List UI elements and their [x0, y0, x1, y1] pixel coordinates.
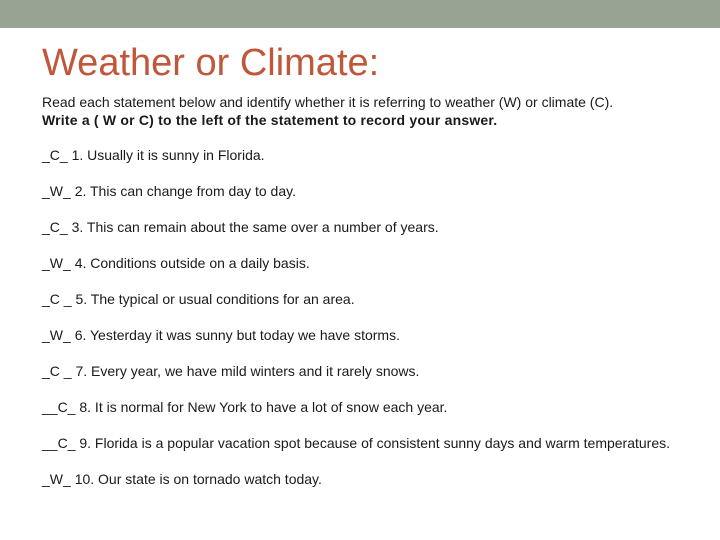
instructions [42, 93, 682, 129]
statement-text: 6. Yesterday it was sunny but today we have storms. [74, 327, 400, 343]
list-item [42, 399, 682, 415]
list-item [42, 255, 682, 271]
answer-blank: _W_ [42, 471, 71, 487]
statement-text: 5. The typical or usual conditions for an area. [75, 291, 355, 307]
instructions-line-1: Read each statement below and identify whether it is referring to weather (W) or climate (C). [42, 94, 614, 110]
answer-blank: _W_ [42, 255, 71, 271]
list-item [42, 363, 682, 379]
answer-blank: _C_ [42, 219, 68, 235]
instructions-line-2: Write a ( W or C) to the left of the statement to record your answer. [42, 112, 498, 128]
statement-text: 7. Every year, we have mild winters and it rarely snows. [75, 363, 420, 379]
statement-text: 1. Usually it is sunny in Florida. [71, 147, 265, 163]
top-banner [0, 0, 720, 28]
statement-text: 4. Conditions outside on a daily basis. [74, 255, 310, 271]
list-item [42, 327, 682, 343]
statement-text: 9. Florida is a popular vacation spot because of consistent sunny days and warm temperatures. [79, 435, 671, 451]
statement-text: 2. This can change from day to day. [74, 183, 296, 199]
statement-text: 8. It is normal for New York to have a lot of snow each year. [79, 399, 448, 415]
answer-blank: __C_ [42, 435, 76, 451]
answer-blank: _C _ [42, 291, 72, 307]
answer-blank: _C _ [42, 363, 72, 379]
list-item [42, 219, 682, 235]
list-item [42, 183, 682, 199]
answer-blank: _W_ [42, 183, 71, 199]
statement-list [42, 147, 682, 507]
list-item [42, 435, 682, 451]
answer-blank: __C_ [42, 399, 76, 415]
list-item [42, 291, 682, 307]
answer-blank: _C_ [42, 147, 68, 163]
page-title: Weather or Climate: [42, 42, 380, 84]
list-item [42, 471, 682, 487]
statement-text: 3. This can remain about the same over a number of years. [71, 219, 439, 235]
statement-text: 10. Our state is on tornado watch today. [74, 471, 322, 487]
answer-blank: _W_ [42, 327, 71, 343]
list-item [42, 147, 682, 163]
